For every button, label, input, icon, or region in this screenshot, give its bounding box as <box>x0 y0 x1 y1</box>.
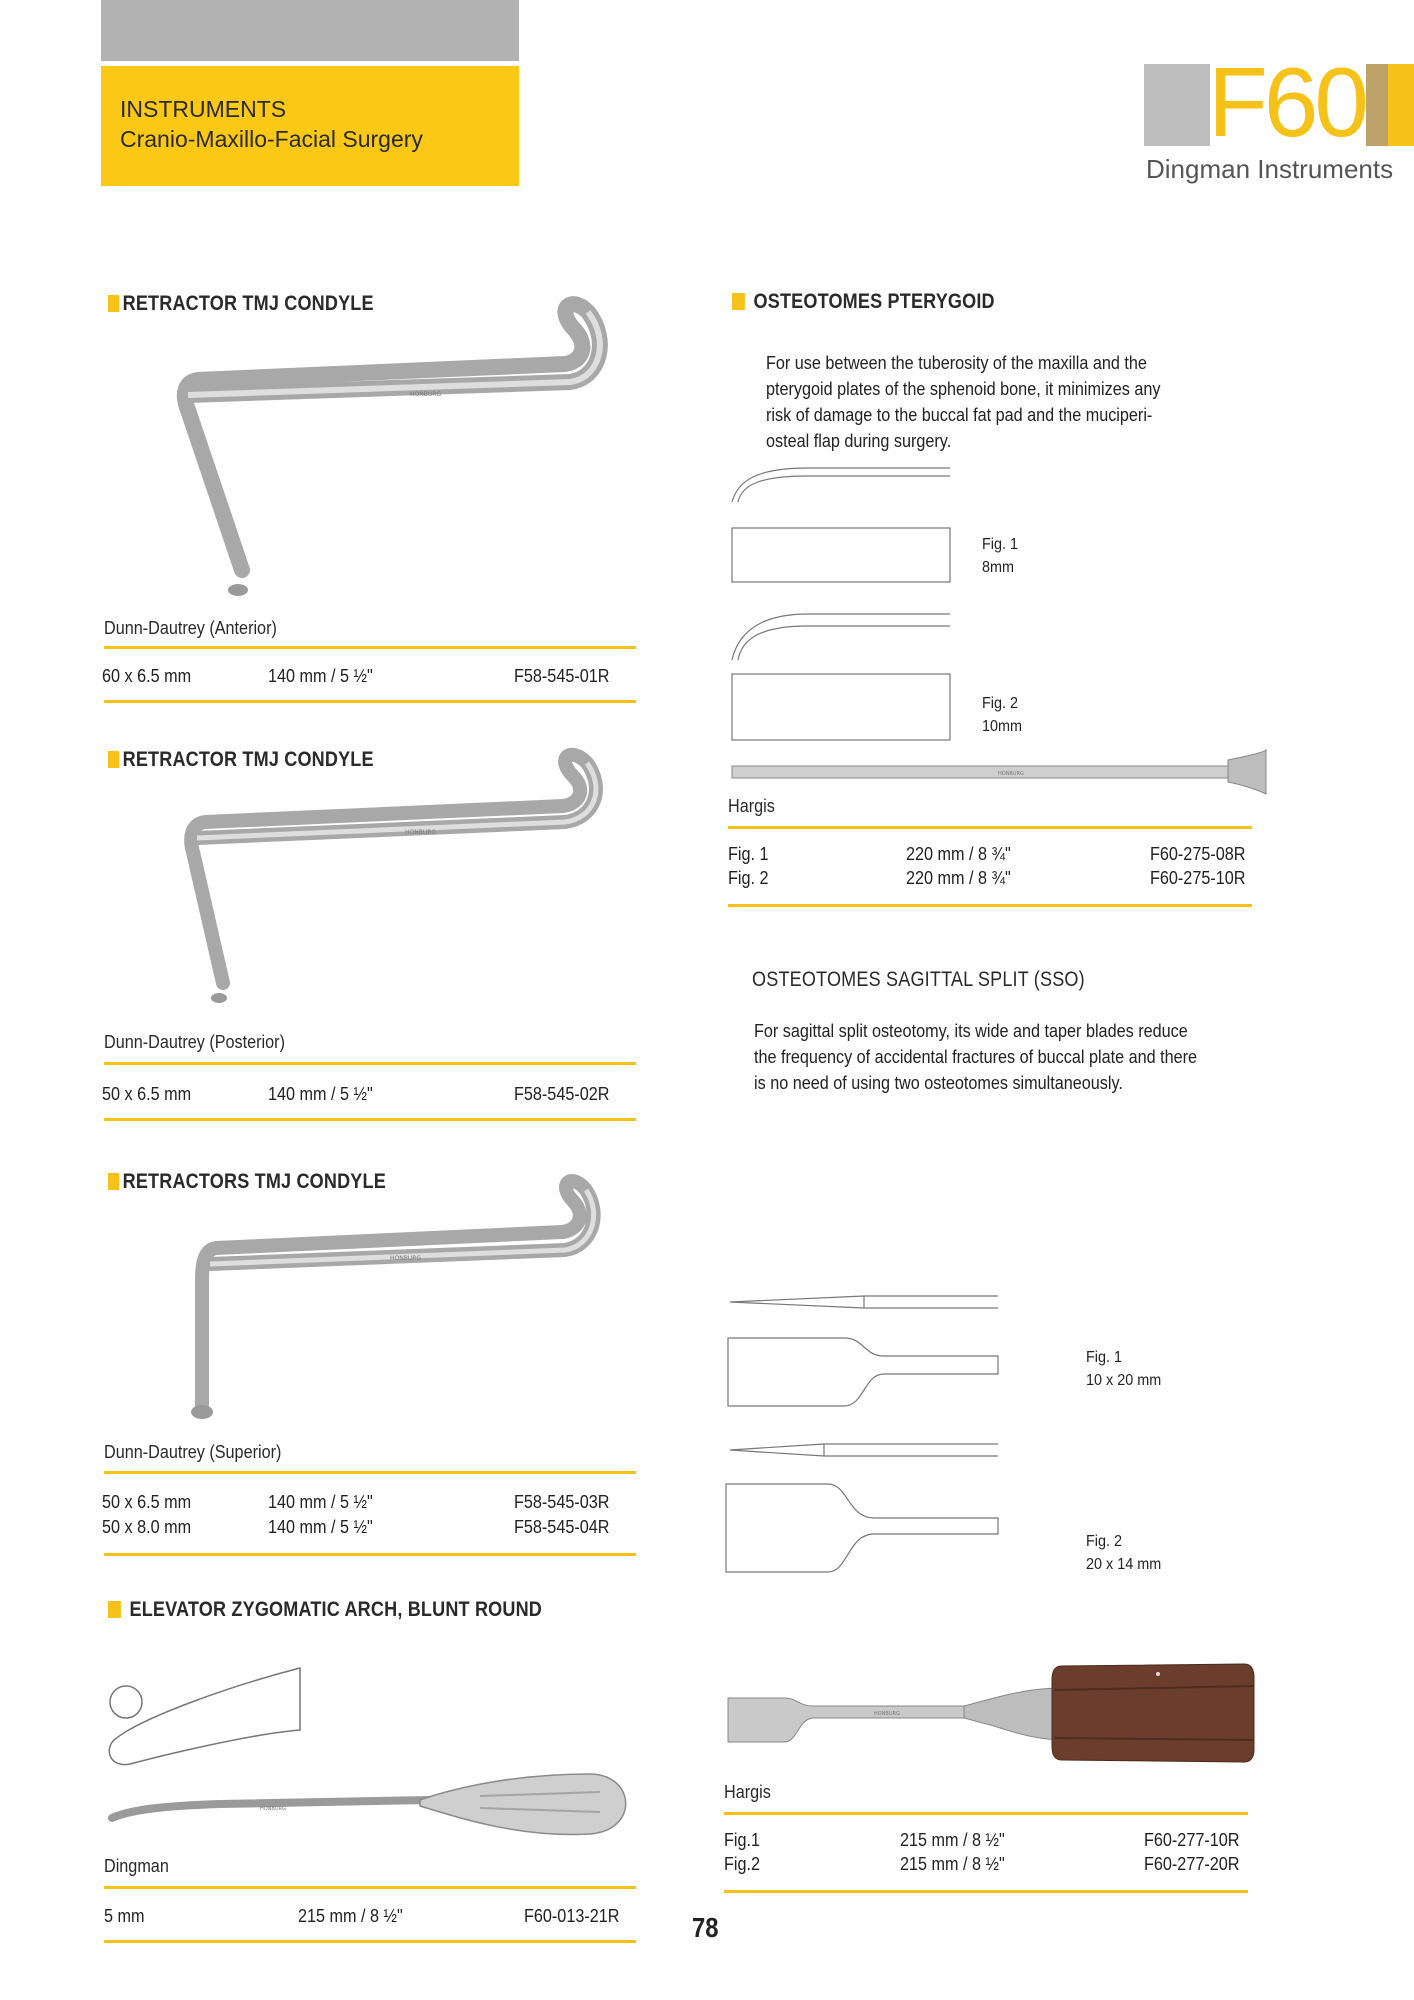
elevator-size: 5 mm <box>104 1906 145 1926</box>
instrument-marking: HONBURG <box>260 1806 286 1812</box>
section-marker <box>108 295 119 312</box>
retractor-anterior-name: Dunn-Dautrey (Anterior) <box>104 618 277 638</box>
sagittal-fig2-label: Fig. 2 20 x 14 mm <box>1086 1533 1162 1573</box>
logo-subtitle: Dingman Instruments <box>1146 154 1394 184</box>
retractor-posterior-length: 140 mm / 5 ½" <box>268 1084 373 1104</box>
retractor-posterior-image <box>175 748 645 1008</box>
section-marker <box>108 1173 119 1190</box>
retractor-anterior-length: 140 mm / 5 ½" <box>268 666 373 686</box>
sagittal-figures <box>724 1284 1264 1584</box>
instrument-marking: HONBURG <box>410 391 442 398</box>
instrument-marking: HONBURG <box>405 829 437 836</box>
retractor-anterior-image <box>170 300 640 600</box>
retractor-anterior-code: F58-545-01R <box>514 666 610 686</box>
divider <box>104 646 636 649</box>
pterygoid-description: For use between the tuberosity of the maxilla and the pterygoid plates of the sphenoid bone, it minimizes any risk of damage to the buccal fat pad and the muciperi- osteal flap during surgery. <box>766 353 1161 451</box>
pterygoid-fig1: Fig. 1 <box>728 844 769 864</box>
divider <box>104 1118 636 1121</box>
sagittal-code-1: F60-277-10R <box>1144 1830 1240 1850</box>
pterygoid-length-2: 220 mm / 8 ¾" <box>906 868 1011 888</box>
retractor-superior-name: Dunn-Dautrey (Superior) <box>104 1442 282 1462</box>
category-line1: INSTRUMENTS <box>120 96 287 122</box>
retractor-superior-length-1: 140 mm / 5 ½" <box>268 1492 373 1512</box>
sagittal-fig1-label: Fig. 1 10 x 20 mm <box>1086 1349 1162 1389</box>
logo-code: F60 <box>1208 47 1365 157</box>
retractor-superior-code-2: F58-545-04R <box>514 1517 610 1537</box>
elevator-name: Dingman <box>104 1856 169 1876</box>
pterygoid-code-2: F60-275-10R <box>1150 868 1246 888</box>
sagittal-length-2: 215 mm / 8 ½" <box>900 1854 1005 1874</box>
divider <box>104 1553 636 1556</box>
pterygoid-name: Hargis <box>728 796 775 816</box>
retractor-anterior-size: 60 x 6.5 mm <box>102 666 192 686</box>
sagittal-osteotome-image <box>724 1660 1264 1770</box>
section-title-retractor-superior: RETRACTORS TMJ CONDYLE <box>108 1170 386 1194</box>
pterygoid-figures <box>728 460 1268 800</box>
elevator-code: F60-013-21R <box>524 1906 620 1926</box>
sagittal-fig2: Fig.2 <box>724 1854 761 1874</box>
retractor-posterior-size: 50 x 6.5 mm <box>102 1084 192 1104</box>
section-title-sagittal: OSTEOTOMES SAGITTAL SPLIT (SSO) <box>752 968 1085 991</box>
divider <box>728 826 1252 829</box>
divider <box>104 1940 636 1943</box>
logo-stripe-yellow <box>1388 64 1414 146</box>
sagittal-fig1: Fig.1 <box>724 1830 761 1850</box>
divider <box>724 1812 1248 1815</box>
header-grey-bar <box>101 0 519 61</box>
retractor-superior-size-2: 50 x 8.0 mm <box>102 1517 192 1537</box>
retractor-superior-size-1: 50 x 6.5 mm <box>102 1492 192 1512</box>
section-marker <box>108 751 119 768</box>
category-line2: Cranio-Maxillo-Facial Surgery <box>120 126 423 152</box>
logo-stripe-olive <box>1366 64 1388 146</box>
retractor-posterior-name: Dunn-Dautrey (Posterior) <box>104 1032 285 1052</box>
divider <box>728 904 1252 907</box>
divider <box>104 700 636 703</box>
sagittal-code-2: F60-277-20R <box>1144 1854 1240 1874</box>
category-title <box>120 94 423 154</box>
section-title-retractor-posterior: RETRACTOR TMJ CONDYLE <box>108 748 374 772</box>
sagittal-description: For sagittal split osteotomy, its wide and taper blades reduce the frequency of accidental fractures of buccal plate and there is no need of using two osteotomes simultaneously. <box>754 1021 1198 1093</box>
section-title-retractor-anterior: RETRACTOR TMJ CONDYLE <box>108 292 374 316</box>
retractor-superior-length-2: 140 mm / 5 ½" <box>268 1517 373 1537</box>
pterygoid-fig2-label: Fig. 2 10mm <box>982 695 1023 735</box>
instrument-marking: HONBURG <box>998 771 1024 777</box>
retractor-superior-code-1: F58-545-03R <box>514 1492 610 1512</box>
logo-grey-block <box>1144 64 1210 146</box>
section-marker <box>108 1601 121 1618</box>
sagittal-name: Hargis <box>724 1782 771 1802</box>
section-title-pterygoid: OSTEOTOMES PTERYGOID <box>732 290 995 314</box>
section-title-elevator: ELEVATOR ZYGOMATIC ARCH, BLUNT ROUND <box>108 1598 542 1622</box>
instrument-marking: HONBURG <box>390 1255 422 1262</box>
pterygoid-fig2: Fig. 2 <box>728 868 769 888</box>
elevator-image <box>100 1660 640 1880</box>
sagittal-length-1: 215 mm / 8 ½" <box>900 1830 1005 1850</box>
pterygoid-code-1: F60-275-08R <box>1150 844 1246 864</box>
pterygoid-length-1: 220 mm / 8 ¾" <box>906 844 1011 864</box>
retractor-posterior-code: F58-545-02R <box>514 1084 610 1104</box>
divider <box>724 1890 1248 1893</box>
divider <box>104 1471 636 1474</box>
pterygoid-fig1-label: Fig. 1 8mm <box>982 536 1019 576</box>
page-number: 78 <box>692 1912 719 1943</box>
elevator-length: 215 mm / 8 ½" <box>298 1906 403 1926</box>
retractor-superior-image <box>180 1168 640 1438</box>
instrument-marking: HONBURG <box>874 1711 900 1717</box>
divider <box>104 1886 636 1889</box>
section-marker <box>732 293 745 310</box>
divider <box>104 1062 636 1065</box>
